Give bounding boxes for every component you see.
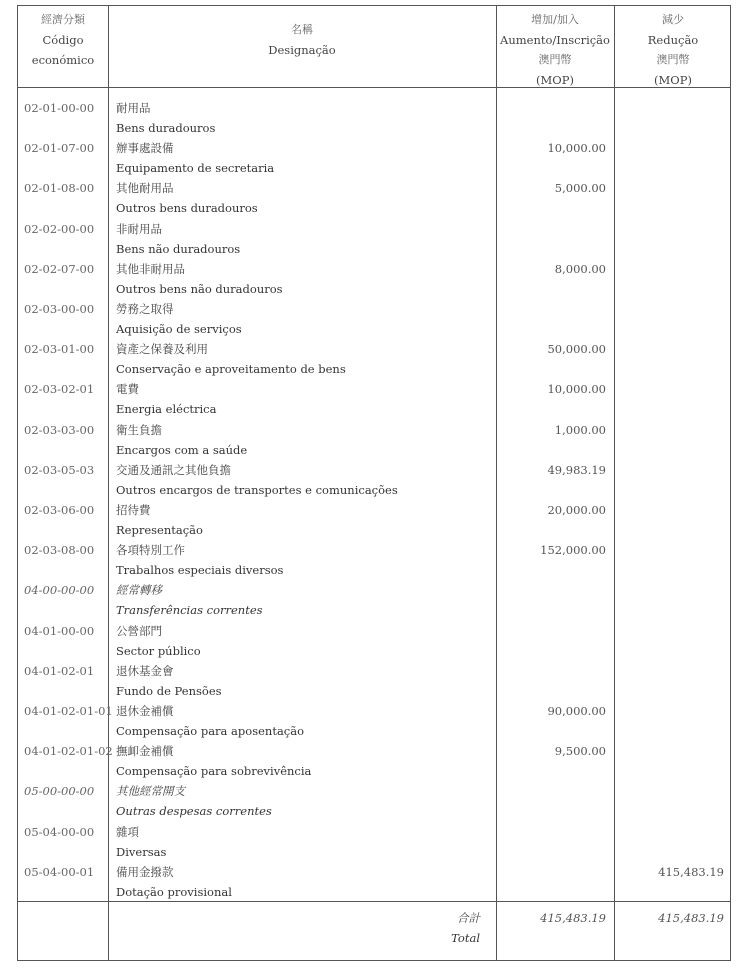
row-designation-zh: 撫卹金補償 [116,744,174,759]
row-code: 04-01-02-01 [24,663,95,678]
header-code [18,10,108,70]
header-decrease [614,10,732,90]
row-designation-pt: Equipamento de secretaria [116,161,275,176]
row-code: 02-03-00-00 [24,302,95,316]
total-increase: 415,483.19 [540,911,606,925]
row-increase: 9,500.00 [554,744,606,759]
row-code: 04-01-00-00 [24,623,95,638]
row-designation-pt: Conservação e aproveitamento de bens [116,362,346,377]
header-code-pt1: Código [42,33,84,47]
row-designation-pt: Bens duradouros [116,121,216,135]
row-designation-pt: Outras despesas correntes [116,804,272,819]
total-label-pt: Total [451,931,480,945]
row-increase: 10,000.00 [547,382,606,397]
header-increase-currency: (MOP) [536,73,574,87]
row-increase: 1,000.00 [554,422,606,437]
header-increase-zh: 增加/加入 [531,13,579,26]
column-divider [108,6,109,960]
row-increase: 10,000.00 [547,141,606,156]
header-designation-pt: Designação [268,43,336,57]
header-decrease-currency: (MOP) [654,73,692,87]
row-designation-pt: Outros encargos de transportes e comunicações [116,482,398,497]
header-increase [496,10,614,90]
row-code: 02-03-03-00 [24,422,95,437]
row-code: 02-03-05-03 [24,462,95,477]
row-increase: 20,000.00 [547,503,606,517]
row-code: 02-01-08-00 [24,181,95,196]
row-designation-pt: Outros bens não duradouros [116,281,283,296]
row-designation-zh: 交通及通訊之其他負擔 [116,462,231,477]
row-designation-zh: 招待費 [116,503,151,517]
row-designation-pt: Compensação para sobrevivência [116,764,312,779]
row-designation-zh: 非耐用品 [116,221,162,236]
row-designation-pt: Transferências correntes [116,603,263,618]
row-designation-pt: Aquisição de serviços [116,322,242,336]
row-code: 02-03-01-00 [24,342,95,357]
row-designation-zh: 退休金補償 [116,704,174,718]
row-designation-pt: Representação [116,523,203,537]
total-decrease: 415,483.19 [658,911,724,925]
row-designation-pt: Sector público [116,643,201,658]
row-decrease: 415,483.19 [658,864,724,879]
row-code: 02-03-06-00 [24,503,95,517]
row-designation-zh: 其他經常開支 [116,784,185,799]
row-designation-zh: 退休基金會 [116,663,174,678]
row-code: 04-00-00-00 [24,583,95,598]
row-designation-zh: 衛生負擔 [116,422,162,437]
row-designation-zh: 電費 [116,382,139,397]
row-increase: 152,000.00 [540,543,606,558]
row-code: 02-01-07-00 [24,141,95,156]
row-increase: 8,000.00 [554,261,606,276]
row-designation-pt: Trabalhos especiais diversos [116,563,284,578]
header-designation-zh: 名稱 [291,23,313,36]
header-increase-currency-zh: 澳門幣 [538,53,572,66]
row-designation-pt: Outros bens duradouros [116,201,258,216]
header-decrease-zh: 減少 [662,13,684,26]
header-decrease-currency-zh: 澳門幣 [656,53,690,66]
row-code: 02-02-00-00 [24,221,95,236]
row-designation-pt: Fundo de Pensões [116,683,222,698]
row-designation-zh: 耐用品 [116,101,151,115]
budget-table [17,5,731,961]
header-code-zh: 經濟分類 [41,13,85,26]
row-code: 04-01-02-01-01 [24,704,113,718]
row-code: 02-01-00-00 [24,101,95,115]
row-designation-zh: 勞務之取得 [116,302,174,316]
row-designation-zh: 各項特別工作 [116,543,185,558]
row-designation-zh: 資產之保養及利用 [116,342,208,357]
row-increase: 49,983.19 [547,462,606,477]
row-code: 02-03-02-01 [24,382,95,397]
row-designation-pt: Bens não duradouros [116,241,241,256]
column-divider [614,6,615,960]
row-code: 02-03-08-00 [24,543,95,558]
header-designation [108,20,496,60]
row-code: 05-00-00-00 [24,784,95,799]
row-code: 02-02-07-00 [24,261,95,276]
row-increase: 90,000.00 [547,704,606,718]
row-designation-zh: 其他非耐用品 [116,261,185,276]
row-designation-zh: 其他耐用品 [116,181,174,196]
row-designation-pt: Energia eléctrica [116,402,217,417]
row-code: 04-01-02-01-02 [24,744,113,759]
row-designation-zh: 備用金撥款 [116,864,174,879]
row-designation-zh: 公營部門 [116,623,162,638]
header-decrease-pt: Redução [647,33,699,47]
row-designation-pt: Dotação provisional [116,884,232,899]
row-designation-zh: 雜項 [116,824,139,839]
row-code: 05-04-00-00 [24,824,95,839]
header-code-pt2: económico [31,53,95,67]
header-increase-pt: Aumento/Inscrição [500,33,610,47]
total-label-zh: 合計 [457,911,480,925]
row-designation-zh: 經常轉移 [116,583,162,598]
row-increase: 50,000.00 [547,342,606,357]
row-code: 05-04-00-01 [24,864,95,879]
row-designation-pt: Diversas [116,844,167,859]
row-increase: 5,000.00 [554,181,606,196]
row-designation-pt: Compensação para aposentação [116,724,305,738]
row-designation-zh: 辦事處設備 [116,141,174,156]
row-designation-pt: Encargos com a saúde [116,442,248,457]
